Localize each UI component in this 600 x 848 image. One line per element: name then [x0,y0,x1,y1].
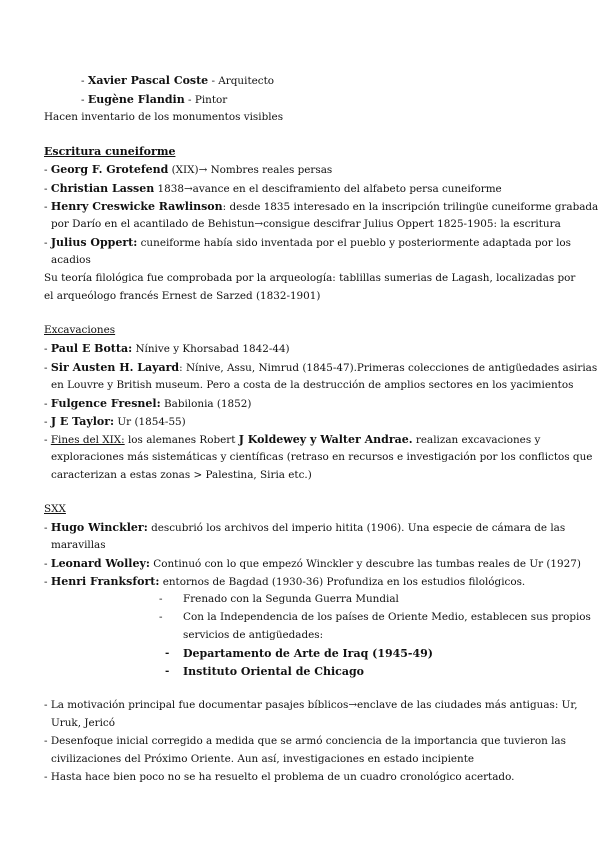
institution-name: Departamento de Arte de Iraq (1945-49) [183,647,434,660]
sub-bullet-dash: - [159,611,163,623]
bullet-dash: - [44,416,51,428]
theory-text-line1: Su teoría filológica fue comprobada por la arqueología: tablillas sumerias de Lagash, localizadas por [44,272,576,284]
sub-item-text: Frenado con la Segunda Guerra Mundial [183,593,399,605]
item-grotefend [44,160,332,180]
period-label: Fines del XIX: [50,434,125,446]
item-botta [44,339,290,359]
person-name: Julius Oppert: [50,236,138,249]
sub-bullet-dash: - [159,593,163,605]
item-layard [44,358,597,378]
bullet-dash: - [44,237,51,249]
closing-paragraph-3: - Hasta hace bien poco no se ha resuelto el problema de un cuadro cronológico acertado. [44,771,515,783]
inventory-text: Hacen inventario de los monumentos visibles [44,111,284,123]
institution-bullet-dash: - [165,665,170,677]
person-name: Fulgence Fresnel: [50,397,161,410]
role-text: - Pintor [184,94,228,106]
item-text: cuneiforme había sido inventada por el pueblo y posteriormente adaptada por los [137,237,571,249]
item-late-xix [44,430,540,450]
theory-text-line2: el arqueólogo francés Ernest de Sarzed (1832-1901) [44,290,321,302]
item-rawlinson-continuation: por Darío en el acantilado de Behistun→consigue descifrar Julius Oppert 1825-1905: la escritura [51,218,561,230]
item-frankfort [44,572,525,592]
item-woolley [44,554,581,574]
bullet-dash: - [44,201,51,213]
bullet-dash: - [81,94,88,106]
person-name: J E Taylor: [50,415,115,428]
item-text: : desde 1835 interesado en la inscripción trilingüe cuneiforme grabada [222,201,599,213]
person-name: Leonard Wolley: [50,557,150,570]
person-name: Paul E Botta: [50,342,133,355]
sub-item-text: servicios de antigüedades: [183,629,324,641]
institution-bullet-dash: - [165,647,170,659]
institution-chicago [0,662,600,681]
item-text: descubrió los archivos del imperio hitita (1906). Una especie de cámara de las [147,522,566,534]
sub-item-war [0,590,600,609]
item-lassen [44,179,502,199]
closing-paragraph-1: - La motivación principal fue documentar pasajes bíblicos→enclave de las ciudades más antiguas: Ur, [44,699,578,711]
bullet-dash: - [44,522,51,534]
person-name: Henry Creswicke Rawlinson [50,200,223,213]
item-fresnel [44,394,251,414]
item-late-xix-continuation-2: caracterizan a estas zonas > Palestina, Siria etc.) [51,469,312,481]
bullet-dash: - [44,434,51,446]
sub-item-independence-continuation [0,626,600,645]
sub-item-independence [0,608,600,627]
bullet-dash: - [44,576,51,588]
item-text: (XIX)→ Nombres reales persas [168,164,333,176]
person-name: Xavier Pascal Coste [87,74,209,87]
role-text: - Arquitecto [208,75,275,87]
closing-paragraph-2: - Desenfoque inicial corregido a medida que se armó conciencia de la importancia que tuvieron las [44,735,566,747]
person-name: Henri Franksfort: [50,575,160,588]
item-text: los alemanes Robert [124,434,239,446]
section-heading-excavations: Excavaciones [44,324,116,336]
section-heading-cuneiform: Escritura cuneiforme [44,145,176,158]
item-text-2: realizan excavaciones y [412,434,541,446]
sub-item-text: Con la Independencia de los países de Oriente Medio, establecen sus propios [183,611,591,623]
person-name: Georg F. Grotefend [50,163,169,176]
person-name: Hugo Winckler: [50,521,148,534]
person-name: Christian Lassen [50,182,155,195]
item-flandin [81,90,227,110]
bullet-dash: - [44,362,51,374]
item-text: Nínive y Khorsabad 1842-44) [132,343,290,355]
item-rawlinson [44,197,598,217]
bullet-dash: - [44,558,51,570]
item-coste [81,71,274,91]
item-text: Continuó con lo que empezó Winckler y descubre las tumbas reales de Ur (1927) [149,558,581,570]
item-oppert [44,233,571,253]
bullet-dash: - [81,75,88,87]
closing-paragraph-1-continuation: Uruk, Jericó [51,717,115,729]
section-heading-sxx: SXX [44,503,66,515]
bullet-dash: - [44,398,51,410]
institution-name: Instituto Oriental de Chicago [183,665,364,678]
item-oppert-continuation: acadios [51,254,91,266]
bullet-dash: - [44,164,51,176]
item-text: entornos de Bagdad (1930-36) Profundiza en los estudios filológicos. [159,576,526,588]
item-text: Babilonia (1852) [160,398,252,410]
item-taylor [44,412,186,432]
item-winckler-continuation: maravillas [51,539,106,551]
item-text: : Nínive, Assu, Nimrud (1845-47).Primeras colecciones de antigüedades asirias [179,362,598,374]
bullet-dash: - [44,343,51,355]
item-text: 1838→avance en el desciframiento del alfabeto persa cuneiforme [154,183,502,195]
item-layard-continuation: en Louvre y British museum. Pero a costa de la destrucción de amplios sectores en los yacimientos [51,379,574,391]
item-text: Ur (1854-55) [114,416,186,428]
bullet-dash: - [44,183,51,195]
item-late-xix-continuation-1: exploraciones más sistemáticas y científicas (retraso en recursos e investigación por los conflictos que [51,451,593,463]
institution-iraq [0,644,600,663]
closing-paragraph-2-continuation: civilizaciones del Próximo Oriente. Aun así, investigaciones en estado incipiente [51,753,475,765]
person-name: Eugène Flandin [87,93,185,106]
person-name: Sir Austen H. Layard [50,361,180,374]
item-winckler [44,518,565,538]
person-names: J Koldewey y Walter Andrae. [238,433,413,446]
